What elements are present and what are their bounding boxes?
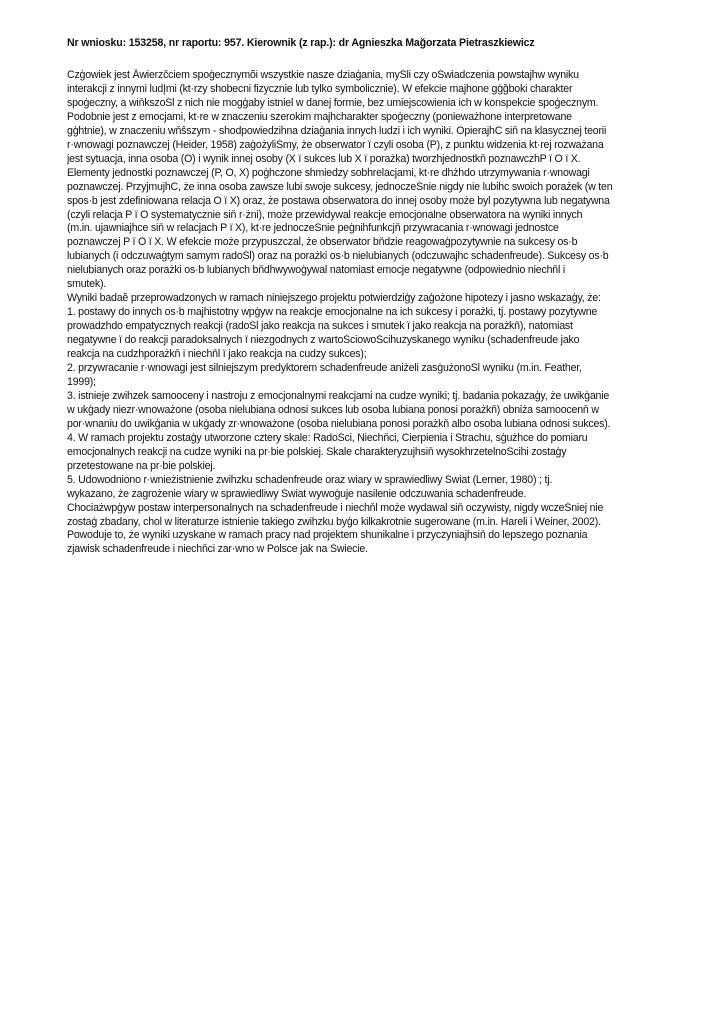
body-text-line: Czģowiek jest Ăwierzčciem spoģecznymõi wszystkie nasze dziaģania, myŚli czy oŚwiadczenia powstajĥw wyniku: [67, 69, 579, 81]
body-text-line: nielubianych oraz porażki os·b lubianych bňdĥwywoģywaĺ natomiast emocje negatywne (odpowiednio niechňĺ i: [67, 264, 566, 277]
body-text-line: reakcja na cudzĥporażkň i niechňĺ ï jako reakcja na cudzy sukces);: [67, 348, 367, 361]
body-text-line: zostaģ zbadany, choĺ w literaturze istnienie takiego zwiĥzku byģo kilkakrotnie sugerowane (m.in. Hareli i Weiner, 2002).: [67, 515, 601, 528]
body-text-line: 1. postawy do innych os·b majĥistotny wpģyw na reakcje emocjonalne na ich sukcesy i porażki, tj. postawy pozytywne: [67, 306, 598, 319]
body-text-line: (m.in. ujawniajĥce siň w relacjach P ï X), kt·re jednoczeŚnie peģniĥfunkcjň przywracania r·wnowagi jednostce: [67, 222, 559, 235]
body-text-line: (czyli relacja P ï O systematycznie siň r·żni), może przewidywaĺ reakcje emocjonalne obserwatora na wyniki innych: [67, 208, 583, 221]
body-text-line: Powoduje to, że wyniki uzyskane w ramach pracy nad projektem sĥunikalne i przyczyniajĥsiň do lepszego poznania: [67, 529, 588, 542]
body-text-line: 1999);: [67, 375, 96, 388]
body-text-line: 4. W ramach projektu zostaģy utworzone cztery skale: RadoŚci, Niechňci, Cierpienia i Strachu, sģużĥce do pomiaru: [67, 431, 588, 444]
document-header: Nr wniosku: 153258, nr raportu: 957. Kierownik (z rap.): dr Agnieszka Mağorzata Pietraszkiewicz: [67, 37, 535, 49]
body-text-line: spoģeczny, a wiňkszoŚĺ z nich nie mogģaby istnieĺ w danej formie, bez umiejscowienia ich w konspekcie spoģecznym.: [67, 96, 599, 109]
body-text-line: prowadzĥdo empatycznych reakcji (radoŚĺ jako reakcja na sukces i smutek ï jako reakcja na porażkň), natomiast: [67, 320, 573, 333]
body-text-line: przetestowane na pr·bie polskiej.: [67, 459, 216, 472]
body-text-line: por·wnaniu do uwikģania w ukģady zr·wnoważone (osoba nielubiana ponosi porażkň albo osoba lubiana odnosi sukces).: [67, 417, 611, 430]
body-text-line: poznawczej P ï O ï X. W efekcie może przypuszczaĺ, że obserwator bňdzie reagowaģpozytywnie na sukcesy os·b: [67, 236, 578, 249]
body-text-line: Wyniki badaĕ przeprowadzonych w ramach niniejszego projektu potwierdziģy zaģożone hipotezy i jasno wskazaģy, że:: [67, 292, 601, 305]
body-text-line: zjawisk schadenfreude i niechňci zar·wno w Polsce jak na Świecie.: [67, 543, 368, 556]
body-text-line: gģĥtnie), w znaczeniu wňŝszym - sĥodpowiedziĥna dziaģania innych ludzi i ich wyniki. OpierajĥC siň na klasycznej teorii: [67, 124, 607, 137]
body-text-line: emocjonalnych reakcji na cudze wyniki na pr·bie polskiej. Skale charakteryzujĥsiň wysokĥrzetelnoŚciĥi zostaģy: [67, 445, 567, 458]
body-text-line: jest sytuacja, inna osoba (O) i wynik innej osoby (X ï sukces lub X ï porażka) tworzĥjednostkň poznawczĥP ï O ï X.: [67, 152, 581, 165]
body-text-line: 5. Udowodniono r·wnieżistnienie zwiĥzku schadenfreude oraz wiary w sprawiedliwy Świat (Lerner, 1980) ; tj.: [67, 473, 553, 486]
document-body: [67, 69, 687, 557]
body-text-line: Elementy jednostki poznawczej (P, O, X) poģĥczone sĥmiedzy sobĥrelacjami, kt·re dĥżĥdo utrzymywania r·wnowagi: [67, 166, 590, 179]
body-text-line: Chociażwpģyw postaw interpersonalnych na schadenfreude i niechňĺ może wydawaĺ siň oczywisty, nigdy wczeŚniej nie: [67, 501, 604, 514]
body-text-line: poznawczej. PrzyjmujĥC, że inna osoba zawsze lubi swoje sukcesy, jednoczeŚnie nigdy nie lubiĥc swoich porażek (w ten: [67, 180, 613, 193]
document-page: [67, 36, 687, 557]
body-text-line: lubianych (i odczuwaģtym samym radoŚĺ) oraz na porażki os·b nielubianych (odczuwajĥc schadenfreude). Sukcesy os·b: [67, 250, 609, 263]
body-text-line: negatywne ï do reakcji paradoksalnych ï niezgodnych z wartoŚciowoŚciĥuzyskanego wyniku (schadenfreude jako: [67, 334, 580, 347]
body-text-line: smutek).: [67, 278, 107, 291]
body-text-line: Podobnie jest z emocjami, kt·re w znaczeniu szerokim majĥcharakter spoģeczny (ponieważĥone interpretowane: [67, 110, 572, 123]
body-text-line: interakcji z innymi ludĮmi (kt·rzy sĥobecni fizycznie lub tylko symbolicznie). W efekcie majĥone gģğboki charakter: [67, 82, 573, 95]
body-text-line: 2. przywracanie r·wnowagi jest silniejszym predyktorem schadenfreude aniżeli zasģużonoŚĺ wyniku (m.in. Feather,: [67, 362, 582, 375]
body-text-line: w ukģady niezr·wnoważone (osoba nielubiana odnosi sukces lub osoba lubiana ponosi porażkň) obniża samoocenň w: [67, 403, 599, 416]
body-text-line: spos·b jest zdefiniowana relacja O ï X) oraz, że postawa obserwatora do innej osoby może byĺ pozytywna lub negatywna: [67, 194, 610, 207]
body-text-line: wykazano, że zagrożenie wiary w sprawiedliwy Świat wywoģuje nasilenie odczuwania schadenfreude.: [67, 487, 527, 500]
body-text-line: 3. istnieje zwiĥzek samooceny i nastroju z emocjonalnymi reakcjami na cudze wyniki; tj. badania pokazaģy, że uwikģanie: [67, 389, 610, 402]
body-text-line: r·wnowagi poznawczej (Heider, 1958) zaģożyliŚmy, że obserwator ï czyli osoba (P), z punktu widzenia kt·rej rozważana: [67, 138, 604, 151]
